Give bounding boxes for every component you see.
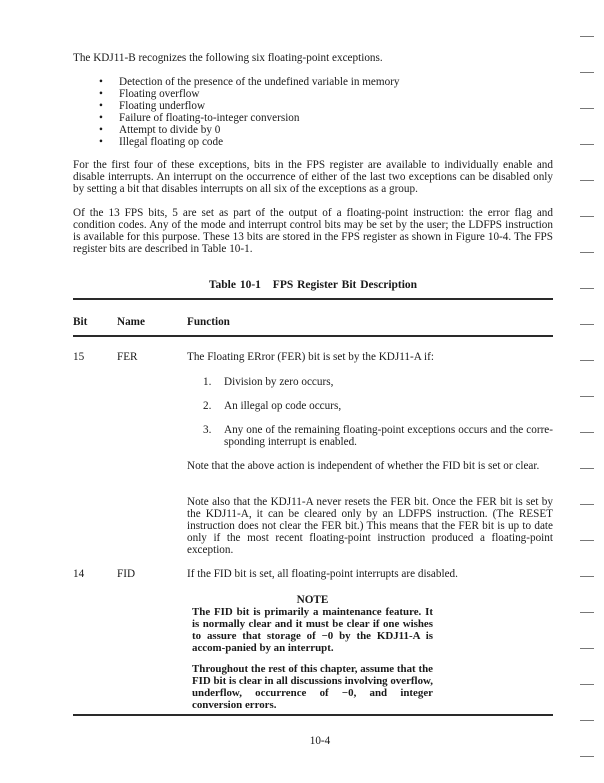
paragraph-fps-bits: Of the 13 FPS bits, 5 are set as part of the output of a floating-point instruction: the error flag and condition codes. Any of the mode and interrupt control bits may be set by the user; the LDFPS instruction is available for this purpose. These 13 bits are stored in the FPS register as shown in Figure 10-4. The FPS register bits are described in Table 10-1. [73, 207, 553, 255]
edge-mark [580, 468, 594, 469]
edge-mark [580, 648, 594, 649]
item-number: 1. [203, 376, 212, 388]
edge-mark [580, 432, 594, 433]
table-top-rule [73, 298, 553, 300]
row-14-name: FID [117, 568, 136, 580]
table-caption [73, 279, 553, 291]
list-item [73, 136, 553, 148]
bullet-icon: • [99, 76, 103, 88]
edge-mark [580, 396, 594, 397]
edge-mark [580, 108, 594, 109]
list-item [73, 100, 553, 112]
edge-mark [580, 216, 594, 217]
edge-mark [580, 144, 594, 145]
list-item-text: Floating overflow [119, 88, 200, 100]
edge-mark [580, 288, 594, 289]
note-paragraph-1: The FID bit is primarily a maintenance feature. It is normally clear and it must be clear if one wishes to assure that storage of −0 by the KDJ11-A is accom-panied by an interrupt. [192, 606, 433, 654]
edge-mark [580, 576, 594, 577]
row-14-function-intro: If the FID bit is set, all floating-point interrupts are disabled. [187, 568, 458, 580]
bullet-icon: • [99, 136, 103, 148]
list-item [73, 88, 553, 100]
list-item-text: Detection of the presence of the undefined variable in memory [119, 76, 400, 88]
edge-mark [580, 252, 594, 253]
edge-mark [580, 180, 594, 181]
edge-mark [580, 360, 594, 361]
note-paragraph-2: Throughout the rest of this chapter, assume that the FID bit is clear in all discussions involving overflow, underflow, occurrence of −0, and integer conversion errors. [192, 663, 433, 711]
header-name: Name [117, 316, 145, 328]
fer-note-1: Note that the above action is independent of whether the FID bit is set or clear. [187, 460, 540, 472]
bullet-icon: • [99, 124, 103, 136]
edge-mark [580, 720, 594, 721]
edge-mark [580, 756, 594, 757]
item-number: 3. [203, 424, 212, 436]
row-15-name: FER [117, 351, 138, 363]
page-number: 10-4 [309, 735, 331, 747]
edge-mark [580, 324, 594, 325]
list-item [73, 112, 553, 124]
item-text: Division by zero occurs, [224, 376, 334, 388]
table-header-rule [73, 335, 553, 337]
edge-mark [580, 72, 594, 73]
list-item [73, 76, 553, 88]
bullet-icon: • [99, 112, 103, 124]
list-item-text: Illegal floating op code [119, 136, 224, 148]
row-15-bit: 15 [73, 351, 85, 363]
item-text: An illegal op code occurs, [224, 400, 342, 412]
header-function: Function [187, 316, 230, 328]
item-text: Any one of the remaining floating-point exceptions occurs and the corre-sponding interrupt is enabled. [224, 424, 553, 448]
fer-note-2: Note also that the KDJ11-A never resets the FER bit. Once the FER bit is set by the KDJ11-A, it can be cleared only by an LDFPS instruction. (The RESET instruction does not clear the FER bit.) This means that the FER bit is up to date only if the most recent floating-point instruction produced a floating-point exception. [187, 496, 553, 556]
edge-mark [580, 612, 594, 613]
item-number: 2. [203, 400, 212, 412]
table-title: FPS Register Bit Description [272, 279, 418, 291]
note-title: NOTE [296, 594, 329, 606]
exception-list [73, 76, 553, 148]
table-number: Table 10-1 [208, 279, 261, 291]
bullet-icon: • [99, 100, 103, 112]
edge-mark [580, 540, 594, 541]
edge-mark [580, 36, 594, 37]
list-item-text: Floating underflow [119, 100, 206, 112]
table-bottom-rule [73, 714, 553, 716]
list-item-text: Attempt to divide by 0 [119, 124, 221, 136]
row-15-function-intro: The Floating ERror (FER) bit is set by the KDJ11-A if: [187, 351, 434, 363]
edge-mark [580, 504, 594, 505]
bullet-icon: • [99, 88, 103, 100]
intro-text: The KDJ11-B recognizes the following six floating-point exceptions. [73, 52, 383, 64]
header-bit: Bit [73, 316, 88, 328]
row-14-bit: 14 [73, 568, 85, 580]
list-item [73, 124, 553, 136]
paragraph-exceptions: For the first four of these exceptions, bits in the FPS register are available to individually enable and disable interrupts. An interrupt on the occurrence of either of the last two exceptions can be disabled only by setting a bit that disables interrupts on all six of the exceptions as a group. [73, 159, 553, 195]
list-item-text: Failure of floating-to-integer conversion [119, 112, 300, 124]
edge-mark [580, 684, 594, 685]
